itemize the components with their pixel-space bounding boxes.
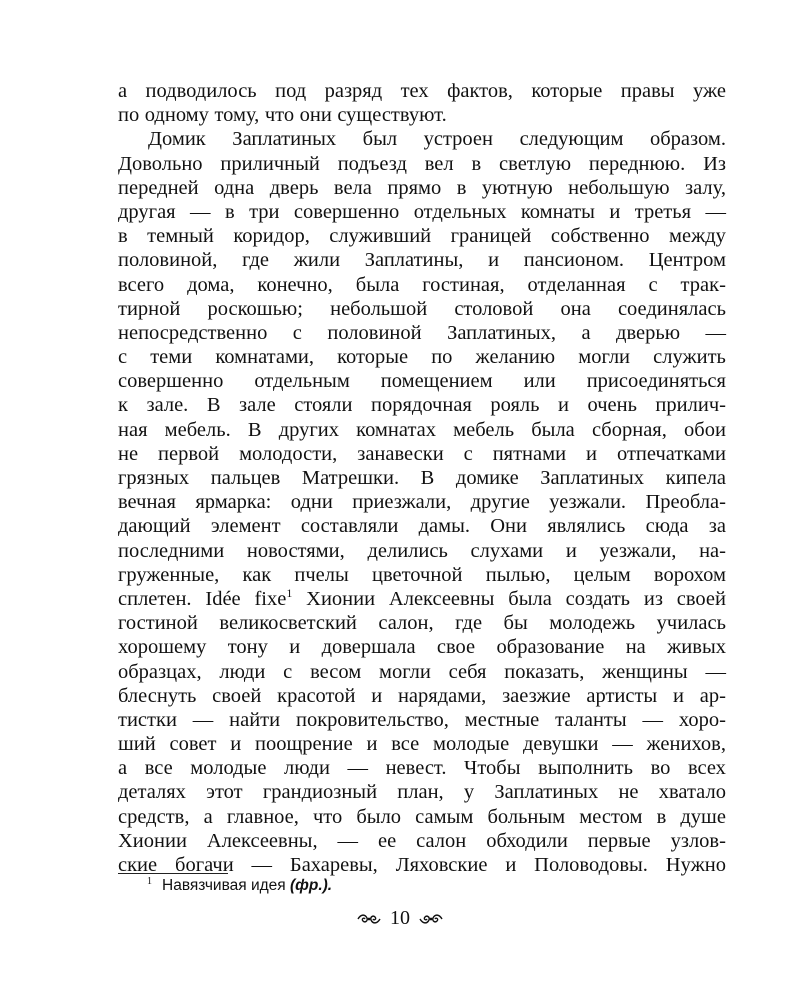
text-line: гостиной великосветский салон, где бы молодежь училась bbox=[118, 612, 726, 635]
text-line: а подводилось под разряд тех фактов, которые правы уже bbox=[118, 80, 726, 102]
page-body bbox=[118, 79, 726, 877]
page-number: 10 bbox=[390, 907, 410, 929]
footnote-divider bbox=[118, 873, 228, 874]
text-line: тирной роскошью; небольшой столовой она соединялась bbox=[118, 297, 726, 320]
text-line: сплетен. Idée fixe$^1$ Хионии Алексеевны была создать из своей bbox=[118, 586, 726, 610]
footnote-text: Навязчивая идея bbox=[162, 877, 290, 894]
text-line: образцах, люди с весом могли себя показать, женщины — bbox=[118, 660, 726, 683]
text-line: ший совет и поощрение и все молодые девушки — женихов, bbox=[118, 733, 726, 756]
text-line: тистки — найти покровительство, местные таланты — хоро- bbox=[118, 708, 726, 731]
text-line: средств, а главное, что было самым больным местом в душе bbox=[118, 805, 726, 828]
text-line: Довольно приличный подъезд вел в светлую переднюю. Из bbox=[118, 152, 726, 175]
footnote-reference: 1 bbox=[286, 586, 293, 601]
text-line: грязных пальцев Матрешки. В домике Заплатиных кипела bbox=[118, 467, 726, 489]
text-line: ские богачи — Бахаревы, Ляховские и Половодовы. Нужно bbox=[118, 854, 726, 876]
footnote-mark: 1 bbox=[147, 875, 152, 887]
text-line: ная мебель. В других комнатах мебель была сборная, обои bbox=[118, 418, 726, 441]
text-line: дающий элемент составляли дамы. Они являлись сюда за bbox=[118, 515, 726, 538]
text-line: Хионии Алексеевны, — ее салон обходили первые узлов- bbox=[118, 829, 726, 852]
text-line: непосредственно с половиной Заплатиных, а дверью — bbox=[118, 321, 726, 344]
text-line: вечная ярмарка: одни приезжали, другие уезжали. Преобла- bbox=[118, 491, 726, 514]
text-line: хорошему тону и довершала свое образование на живых bbox=[118, 636, 726, 659]
text-line: последними новостями, делились слухами и уезжали, на- bbox=[118, 539, 726, 562]
text-line: в темный коридор, служивший границей собственно между bbox=[118, 225, 726, 248]
text-line: по одному тому, что они существуют. bbox=[118, 104, 447, 127]
footnote-source: (фр.). bbox=[290, 877, 333, 894]
right-ornament-icon bbox=[418, 912, 444, 926]
text-line: не первой молодости, занавески с пятнами и отпечатками bbox=[118, 442, 726, 465]
text-line: всего дома, конечно, была гостиная, отделанная с трак- bbox=[118, 273, 726, 296]
text-line: деталях этот грандиозный план, у Заплатиных не хватало bbox=[118, 781, 726, 804]
paragraph-text bbox=[118, 79, 726, 877]
text-line: Домик Заплатиных был устроен следующим образом. bbox=[148, 128, 726, 151]
page-footer bbox=[0, 907, 800, 930]
text-line: к зале. В зале стояли порядочная рояль и очень прилич- bbox=[118, 394, 726, 417]
text-line: а все молодые люди — невест. Чтобы выполнить во всех bbox=[118, 757, 726, 780]
text-line: другая — в три совершенно отдельных комнаты и третья — bbox=[118, 200, 726, 223]
left-ornament-icon bbox=[356, 912, 382, 926]
text-line: с теми комнатами, которые по желанию могли служить bbox=[118, 346, 726, 369]
text-line: половиной, где жили Заплатины, и пансионом. Центром bbox=[118, 249, 726, 272]
text-line: груженные, как пчелы цветочной пылью, целым ворохом bbox=[118, 563, 726, 586]
footnote bbox=[147, 876, 332, 896]
text-line: совершенно отдельным помещением или присоединяться bbox=[118, 370, 726, 393]
text-line: блеснуть своей красотой и нарядами, заезжие артисты и ар- bbox=[118, 684, 726, 707]
text-line: передней одна дверь вела прямо в уютную небольшую залу, bbox=[118, 176, 726, 199]
